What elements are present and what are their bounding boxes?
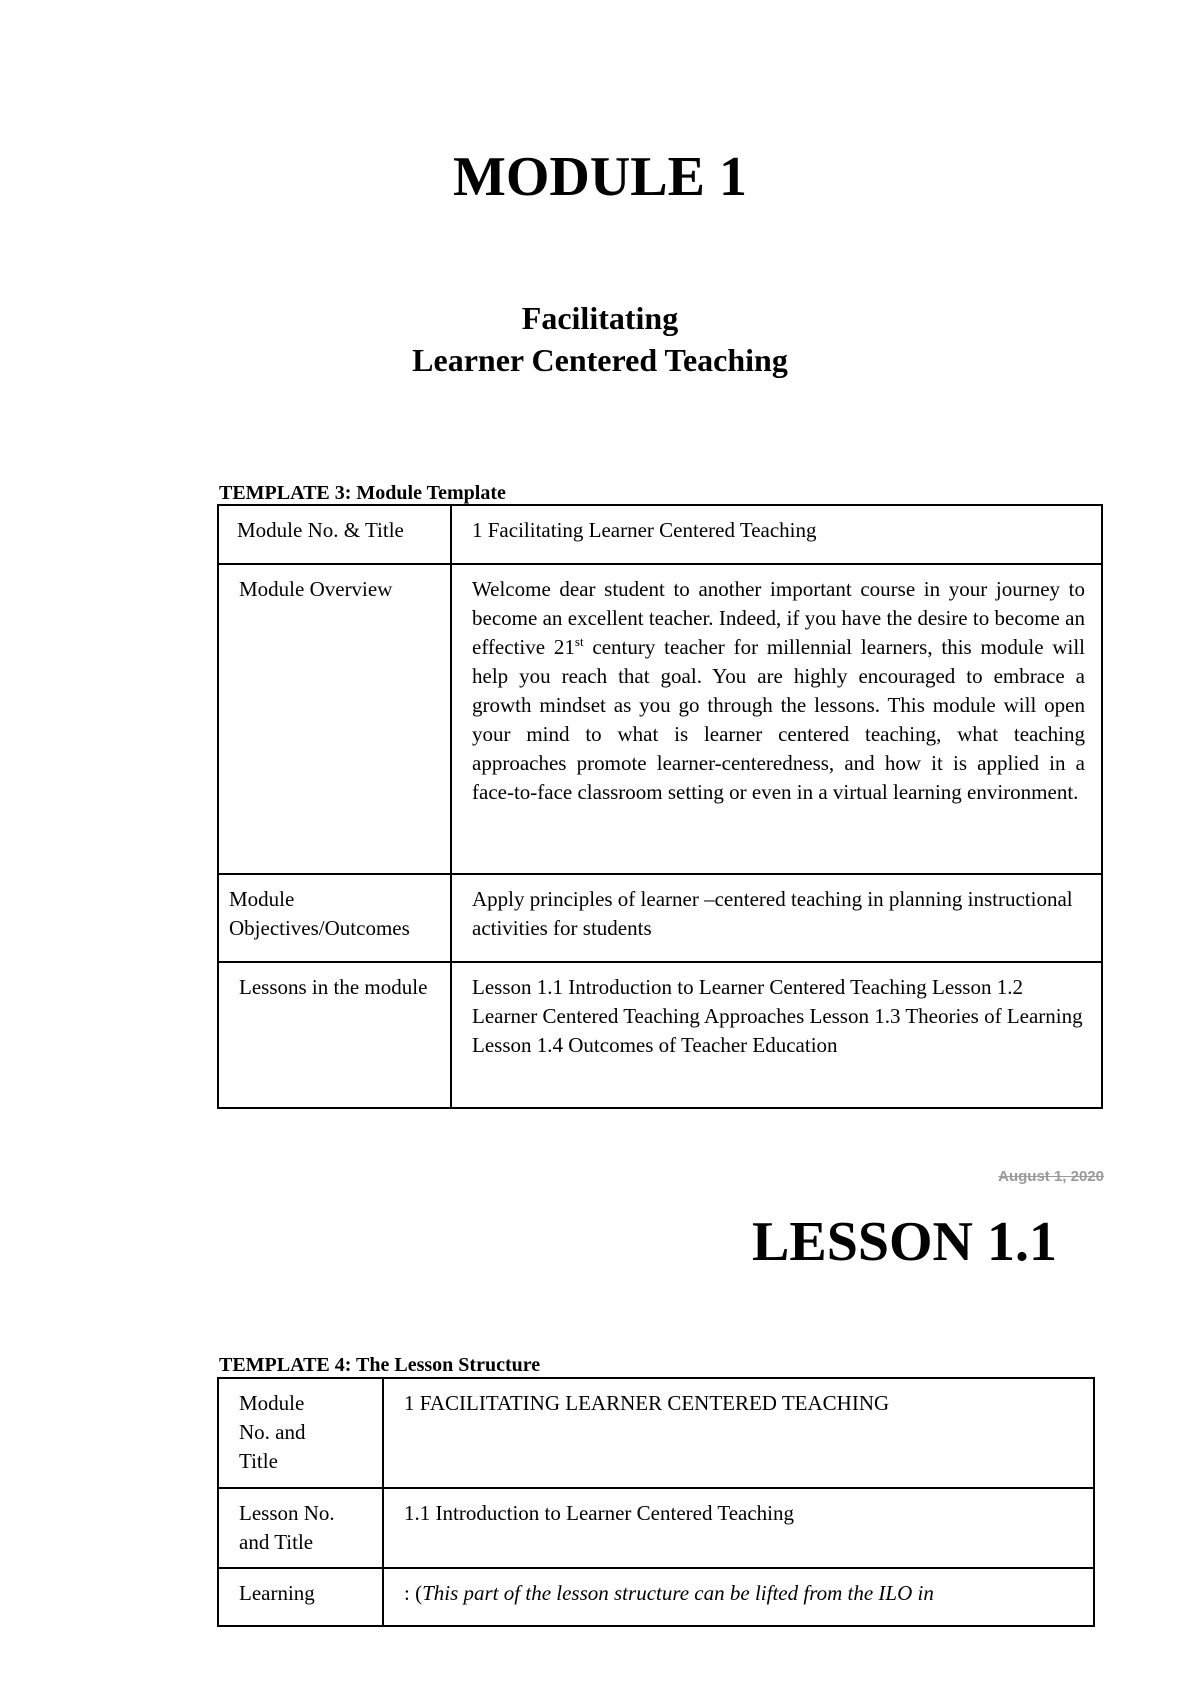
row-value: Lesson 1.1 Introduction to Learner Centered Teaching Lesson 1.2 Learner Centered Teaching Approaches Lesson 1.3 Theories of Learning Lesson 1.4 Outcomes of Teacher Education <box>472 975 1083 1057</box>
module-overview-text <box>452 565 1101 817</box>
row-value <box>384 1569 1093 1618</box>
table-row <box>218 1378 1094 1488</box>
row-label: Learning <box>239 1581 315 1605</box>
overview-text-part-1: Welcome dear student to another important course in your journey to become an excellent teacher. Indeed, if you have the desire to become an effective 21 <box>472 577 1085 659</box>
lesson-title: LESSON 1.1 <box>752 1211 1057 1273</box>
learning-prefix: : ( <box>404 1581 423 1605</box>
table-row <box>218 962 1102 1108</box>
subtitle-line-2: Learner Centered Teaching <box>412 342 788 378</box>
row-value: 1 FACILITATING LEARNER CENTERED TEACHING <box>404 1391 890 1415</box>
row-label: Module No. and Title <box>239 1391 306 1473</box>
template-3-label: TEMPLATE 3: Module Template <box>219 482 506 504</box>
row-label: Lessons in the module <box>239 975 428 999</box>
row-value: 1 Facilitating Learner Centered Teaching <box>472 518 817 542</box>
row-label: Lesson No. and Title <box>239 1501 335 1554</box>
module-subtitle <box>0 297 1200 381</box>
lesson-structure-table <box>217 1377 1095 1627</box>
module-template-table <box>217 504 1103 1109</box>
date-stamp: August 1, 2020 <box>998 1168 1104 1185</box>
overview-superscript: st <box>574 634 584 649</box>
row-value: 1.1 Introduction to Learner Centered Teaching <box>404 1501 794 1525</box>
row-label: Module No. & Title <box>237 518 404 542</box>
table-row <box>218 505 1102 564</box>
overview-text-part-2: century teacher for millennial learners, this module will help you reach that goal. You are highly encouraged to embrace a growth mindset as you go through the lessons. This module will open your mind to what is learner centered teaching, what teaching approaches promote learner-centeredness, and how it is applied in a face-to-face classroom setting or even in a virtual learning environment. <box>472 635 1086 804</box>
row-label: Module Overview <box>239 577 393 601</box>
template-4-label: TEMPLATE 4: The Lesson Structure <box>219 1354 541 1376</box>
row-value: Apply principles of learner –centered teaching in planning instructional activities for students <box>472 887 1073 940</box>
table-row <box>218 874 1102 962</box>
table-row <box>218 564 1102 874</box>
table-row <box>218 1488 1094 1568</box>
subtitle-line-1: Facilitating <box>521 300 679 336</box>
table-row <box>218 1568 1094 1626</box>
module-title: MODULE 1 <box>453 146 747 208</box>
learning-note: This part of the lesson structure can be lifted from the ILO in <box>422 1581 934 1605</box>
row-label: Module Objectives/Outcomes <box>229 887 410 940</box>
